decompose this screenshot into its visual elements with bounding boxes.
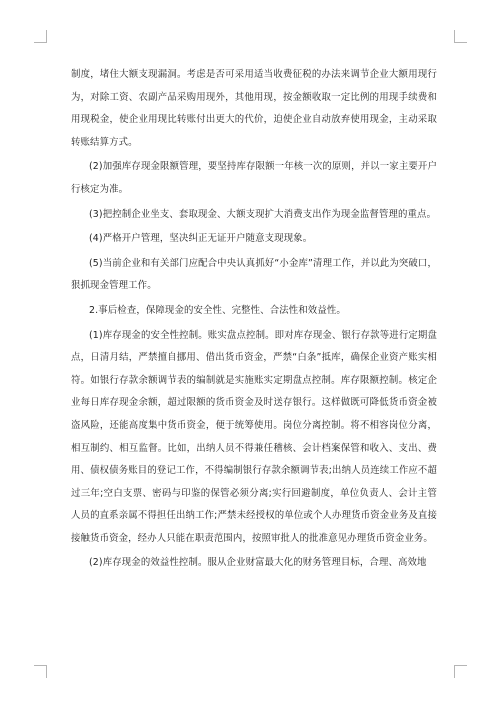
paragraph-3: (3)把控制企业坐支、套取现金、大额支现扩大消费支出作为现金监督管理的重点。	[89, 208, 437, 220]
document-body	[71, 64, 437, 577]
paragraph-4: (4)严格开户管理，坚决纠正无证开户随意支现现象。	[89, 233, 313, 245]
paragraph-5: (5)当前企业和有关部门应配合中央认真抓好“小金库”清理工作，并以此为突破口，狠抓现金管理工作。	[71, 257, 437, 292]
crop-mark-top-left	[34, 30, 47, 43]
crop-mark-bottom-left	[34, 665, 47, 678]
crop-mark-top-right	[454, 30, 467, 43]
paragraph-8: (2)库存现金的效益性控制。服从企业财富最大化的财务管理目标，合理、高效地	[89, 557, 427, 569]
paragraph-7: (1)库存现金的安全性控制。账实盘点控制。即对库存现金、银行存款等进行定期盘点，日清月结，严禁擅自挪用、借出货币资金，严禁“白条”抵库，确保企业资产账实相符。如银行存款余额调节表的编制就是实施账实定期盘点控制。库存限额控制。核定企业每日库存现金余额，超过限额的货币资金及时送存银行。这样做既可降低货币资金被盗风险，还能高度集中货币资金，便于统筹使用。岗位分离控制。将不相容岗位分离，相互制约、相互监督。比如，出纳人员不得兼任稽核、会计档案保管和收入、支出、费用、债权债务账目的登记工作，不得编制银行存款余额调节表;出纳人员连续工作应不超过三年;空白支票、密码与印鉴的保管必须分离;实行回避制度，单位负责人、会计主管人员的直系亲属不得担任出纳工作;严禁未经授权的单位或个人办理货币资金业务及直接接触货币资金，经办人只能在职责范围内，按照审批人的批准意见办理货币资金业务。	[71, 329, 437, 544]
crop-mark-bottom-right	[454, 665, 467, 678]
paragraph-1: 制度，堵住大额支现漏洞。考虑是否可采用适当收费征税的办法来调节企业大额用现行为，对除工资、农副产品采购用现外，其他用现，按金额收取一定比例的用现手续费和用现税金，使企业用现比转账付出更大的代价，迫使企业自动放弃使用现金，主动采取转账结算方式。	[71, 69, 437, 148]
paragraph-2: (2)加强库存现金限额管理，要坚持库存限额一年核一次的原则，并以一家主要开户行核定为准。	[71, 161, 437, 195]
paragraph-6: 2.事后检查，保障现金的安全性、完整性、合法性和效益性。	[89, 304, 346, 316]
